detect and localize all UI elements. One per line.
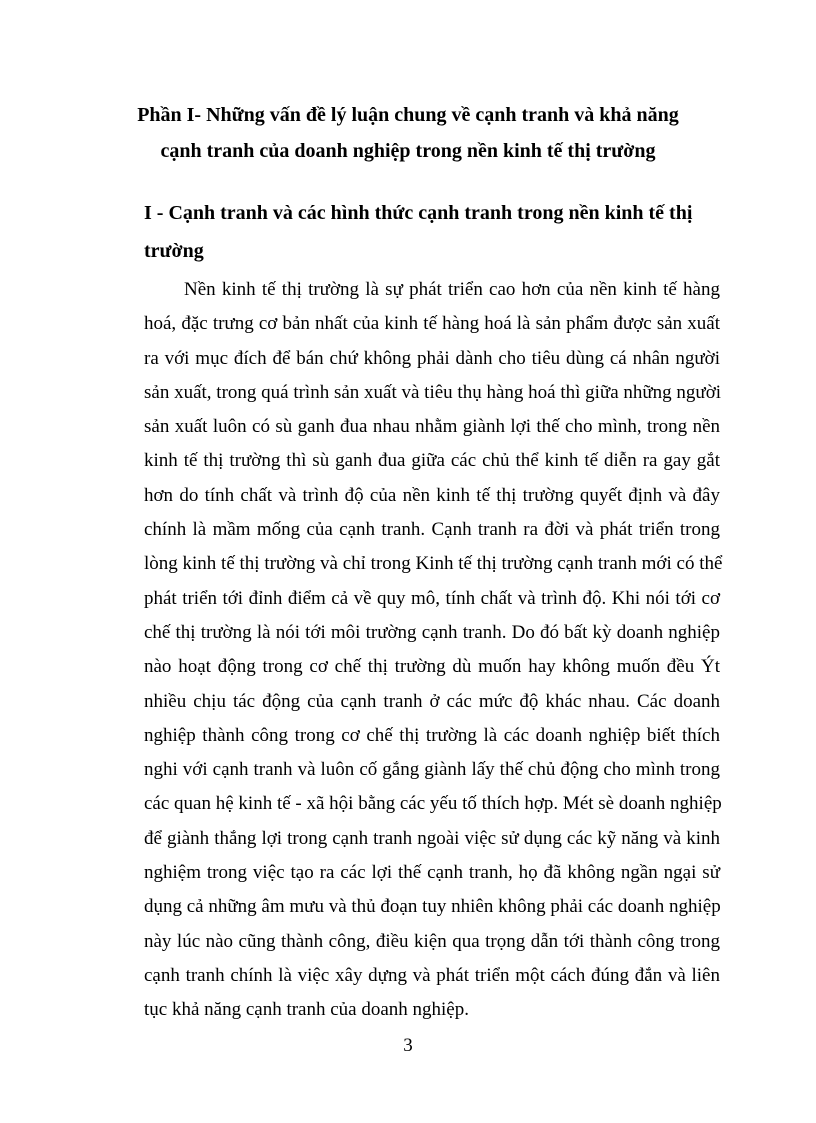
paragraph-line: để giành thắng lợi trong cạnh tranh ngoài việc sử dụng các kỹ năng và kinh	[144, 827, 720, 849]
paragraph-line: ra với mục đích để bán chứ không phải dành cho tiêu dùng cá nhân người	[144, 347, 720, 369]
part-title-line: cạnh tranh của doanh nghiệp trong nền kinh tế thị trường	[160, 140, 656, 162]
paragraph-line: cạnh tranh chính là việc xây dựng và phát triển một cách đúng đắn và liên	[144, 964, 720, 986]
section-title	[144, 194, 720, 270]
paragraph-line: tục khả năng cạnh tranh của doanh nghiệp.	[144, 999, 469, 1021]
page-number: 3	[403, 1035, 413, 1056]
paragraph-line: nào hoạt động trong cơ chế thị trường dù muốn hay không muốn đều Ýt	[144, 656, 720, 678]
paragraph-line: phát triển tới đỉnh điểm cả về quy mô, tính chất và trình độ. Khi nói tới cơ	[144, 587, 720, 609]
part-title-line: Phần I- Những vấn đề lý luận chung về cạnh tranh và khả năng	[137, 104, 679, 126]
paragraph-line: nghi với cạnh tranh và luôn cố gắng giành lấy thế chủ động cho mình trong	[144, 759, 720, 781]
paragraph-line: chính là mầm mống của cạnh tranh. Cạnh tranh ra đời và phát triển trong	[144, 519, 720, 541]
part-title	[120, 97, 696, 169]
paragraph-line: chế thị trường là nói tới môi trường cạnh tranh. Do đó bất kỳ doanh nghiệp	[144, 621, 720, 643]
paragraph-line: lòng kinh tế thị trường và chỉ trong Kinh tế thị trường cạnh tranh mới có thể	[144, 553, 723, 575]
paragraph-line: kinh tế thị trường thì sù ganh đua giữa các chủ thể kinh tế diễn ra gay gắt	[144, 450, 720, 472]
paragraph-line: nhiều chịu tác động của cạnh tranh ở các mức độ khác nhau. Các doanh	[144, 690, 720, 712]
section-title-line: I - Cạnh tranh và các hình thức cạnh tranh trong nền kinh tế thị	[144, 202, 693, 224]
paragraph-line: dụng cả những âm mưu và thủ đoạn tuy nhiên không phải các doanh nghiệp	[144, 896, 721, 918]
section-title-line: trường	[144, 240, 204, 262]
paragraph-line: sản xuất luôn có sù ganh đua nhau nhằm giành lợi thế cho mình, trong nền	[144, 416, 720, 438]
paragraph-line: này lúc nào cũng thành công, điều kiện qua trọng dẫn tới thành công trong	[144, 930, 720, 952]
paragraph-line: sản xuất, trong quá trình sản xuất và tiêu thụ hàng hoá thì giữa những người	[144, 381, 722, 403]
body-paragraph	[144, 273, 723, 1028]
paragraph-line: các quan hệ kinh tế - xã hội bằng các yếu tố thích hợp. Mét sè doanh nghiệp	[144, 793, 722, 815]
paragraph-line: Nền kinh tế thị trường là sự phát triển cao hơn của nền kinh tế hàng	[184, 279, 720, 300]
paragraph-line: hơn do tính chất và trình độ của nền kinh tế thị trường quyết định và đây	[144, 484, 720, 506]
paragraph-line: nghiệm trong việc tạo ra các lợi thế cạnh tranh, họ đã không ngần ngại sử	[144, 862, 720, 884]
paragraph-line: hoá, đặc trưng cơ bản nhất của kinh tế hàng hoá là sản phẩm được sản xuất	[144, 313, 720, 335]
paragraph-line: nghiệp thành công trong cơ chế thị trường là các doanh nghiệp biết thích	[144, 724, 720, 746]
